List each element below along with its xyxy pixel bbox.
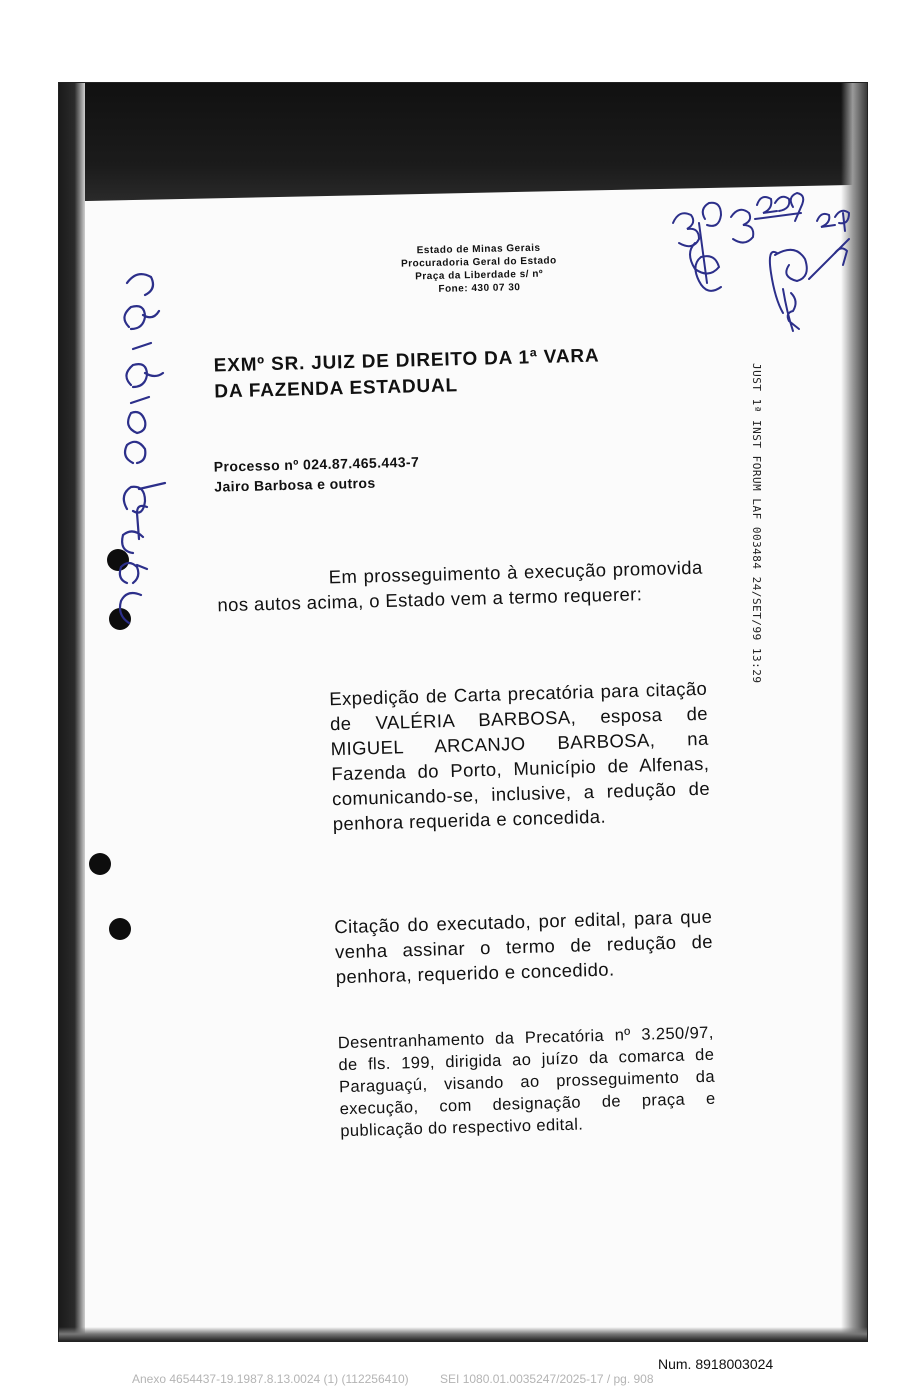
letterhead <box>348 240 609 297</box>
punch-hole <box>109 918 131 940</box>
letterhead-address: Praça da Liberdade s/ nº <box>415 268 544 283</box>
footer-sei: SEI 1080.01.0035247/2025-17 / pg. 908 <box>440 1372 654 1386</box>
letterhead-state: Estado de Minas Gerais <box>416 242 541 257</box>
scan-left-shadow <box>59 83 85 1341</box>
intro-paragraph: Em prosseguimento à execução promovida nos autos acima, o Estado vem a termo requerer: <box>217 556 703 616</box>
request-paragraph-1: Expedição de Carta precatória para citação de VALÉRIA BARBOSA, esposa de MIGUEL ARCANJO BARBOSA, na Fazenda do Porto, Município de Alfenas, comunicando-se, inclusive, a redução de penhora requerida e concedida. <box>329 677 711 835</box>
process-number: Processo nº 024.87.465.443-7 <box>213 453 420 475</box>
footer-annex: Anexo 4654437-19.1987.8.13.0024 (1) (112256410) <box>132 1372 409 1386</box>
letterhead-office: Procuradoria Geral do Estado <box>400 255 557 270</box>
handwritten-margin-note <box>89 253 199 653</box>
parties: Jairo Barbosa e outros <box>214 474 376 495</box>
footer-reference <box>132 1372 872 1386</box>
handwritten-page-marks <box>659 183 859 363</box>
process-info <box>214 449 515 496</box>
addressee-line-1: EXMº SR. JUIZ DE DIREITO DA 1ª VARA <box>213 345 600 377</box>
scanned-page <box>58 82 868 1342</box>
letterhead-phone: Fone: 430 07 30 <box>438 282 521 295</box>
addressee-line-2: DA FAZENDA ESTADUAL <box>214 375 459 403</box>
protocol-stamp: JUST 1ª INST FORUM LAF 003484 24/SET/99 13:29 <box>750 363 763 684</box>
request-paragraph-3: Desentranhamento da Precatória nº 3.250/97, de fls. 199, dirigida ao juízo da comarca de Paraguaçú, visando ao prosseguimento da execução, com designação de praça e publicação do respectivo edital. <box>337 1023 716 1141</box>
addressee <box>213 340 714 405</box>
footer-document-number: Num. 8918003024 <box>658 1356 774 1372</box>
scan-bottom-shadow <box>59 1327 867 1341</box>
request-paragraph-2: Citação do executado, por edital, para que venha assinar o termo de redução de penhora, requerido e concedido. <box>334 905 714 988</box>
punch-hole <box>89 853 111 875</box>
